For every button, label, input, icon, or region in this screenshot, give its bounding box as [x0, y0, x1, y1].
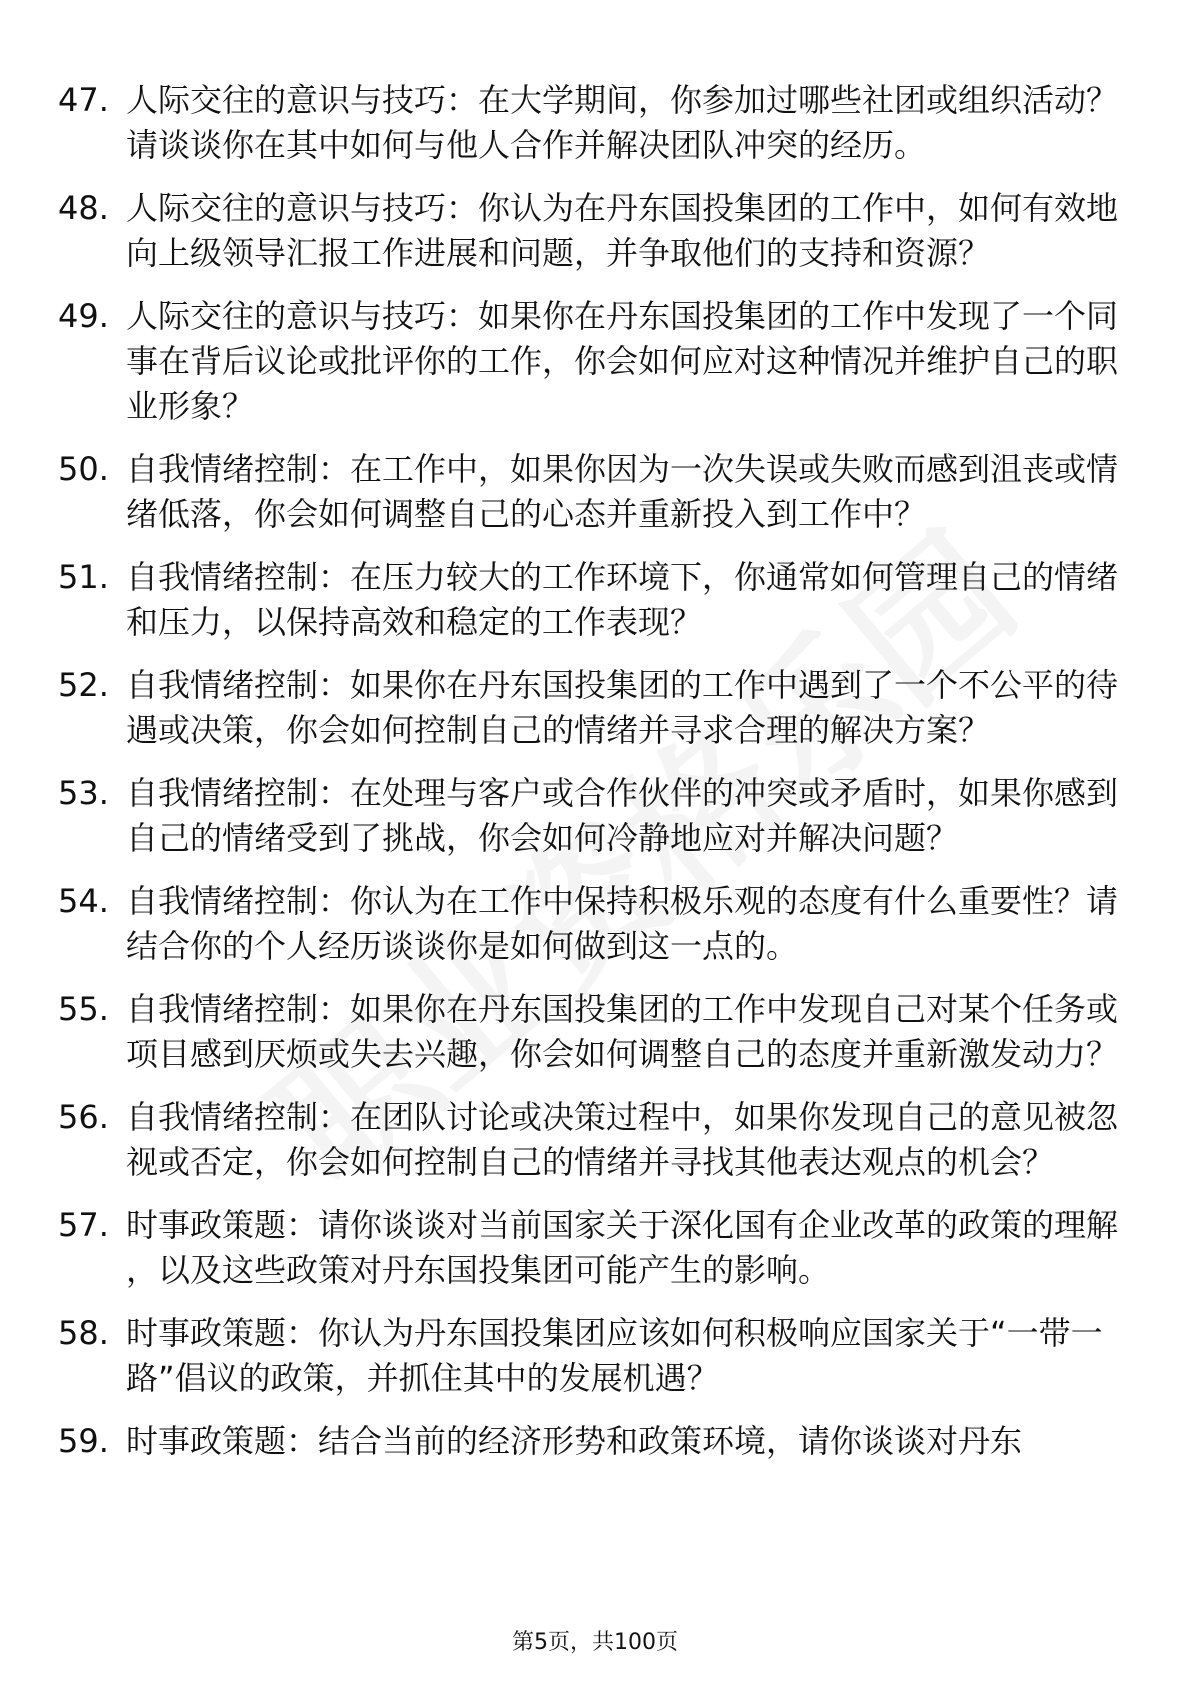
page-number-label: 第5页，共100页: [512, 1630, 678, 1655]
question-text: 自我情绪控制：在团队讨论或决策过程中，如果你发现自己的意见被忽视或否定，你会如何控制自己的情绪并寻找其他表达观点的机会？: [126, 1098, 1119, 1181]
question-number: 57.: [58, 1206, 109, 1244]
question-item: [58, 447, 1118, 537]
question-number: 52.: [58, 666, 109, 704]
question-number: 47.: [58, 81, 109, 119]
question-text: 时事政策题：你认为丹东国投集团应该如何积极响应国家关于“一带一路”倡议的政策，并抓住其中的发展机遇？: [126, 1314, 1103, 1397]
question-item: [58, 1311, 1118, 1401]
question-item: [58, 1095, 1118, 1185]
question-number: 48.: [58, 189, 109, 227]
question-number: 58.: [58, 1314, 109, 1352]
question-number: 49.: [58, 297, 109, 335]
question-item: [58, 1203, 1118, 1293]
question-text: 自我情绪控制：如果你在丹东国投集团的工作中遇到了一个不公平的待遇或决策，你会如何控制自己的情绪并寻求合理的解决方案？: [126, 666, 1119, 749]
question-item: [58, 1419, 1118, 1464]
question-text: 人际交往的意识与技巧：你认为在丹东国投集团的工作中，如何有效地向上级领导汇报工作进展和问题，并争取他们的支持和资源？: [126, 189, 1119, 272]
question-text: 自我情绪控制：在工作中，如果你因为一次失误或失败而感到沮丧或情绪低落，你会如何调整自己的心态并重新投入到工作中？: [126, 450, 1119, 533]
question-text: 自我情绪控制：在处理与客户或合作伙伴的冲突或矛盾时，如果你感到自己的情绪受到了挑战，你会如何冷静地应对并解决问题？: [126, 774, 1119, 857]
question-number: 50.: [58, 450, 109, 488]
question-text: 时事政策题：结合当前的经济形势和政策环境，请你谈谈对丹东: [126, 1422, 1023, 1460]
page-footer: [0, 1628, 1190, 1658]
question-number: 59.: [58, 1422, 109, 1460]
question-item: [58, 771, 1118, 861]
question-number: 53.: [58, 774, 109, 812]
question-item: [58, 294, 1118, 429]
question-item: [58, 555, 1118, 645]
question-item: [58, 663, 1118, 753]
question-item: [58, 78, 1118, 168]
question-text: 自我情绪控制：你认为在工作中保持积极乐观的态度有什么重要性？请结合你的个人经历谈谈你是如何做到这一点的。: [126, 882, 1119, 965]
question-text: 人际交往的意识与技巧：在大学期间，你参加过哪些社团或组织活动？请谈谈你在其中如何与他人合作并解决团队冲突的经历。: [126, 81, 1119, 164]
question-number: 51.: [58, 558, 109, 596]
question-number: 55.: [58, 990, 109, 1028]
question-text: 自我情绪控制：在压力较大的工作环境下，你通常如何管理自己的情绪和压力，以保持高效和稳定的工作表现？: [126, 558, 1119, 641]
question-number: 54.: [58, 882, 109, 920]
question-item: [58, 879, 1118, 969]
question-item: [58, 987, 1118, 1077]
question-text: 人际交往的意识与技巧：如果你在丹东国投集团的工作中发现了一个同事在背后议论或批评你的工作，你会如何应对这种情况并维护自己的职业形象？: [126, 297, 1119, 425]
question-text: 时事政策题：请你谈谈对当前国家关于深化国有企业改革的政策的理解，以及这些政策对丹东国投集团可能产生的影响。: [126, 1206, 1119, 1289]
question-number: 56.: [58, 1098, 109, 1136]
question-list: [58, 78, 1118, 1482]
question-text: 自我情绪控制：如果你在丹东国投集团的工作中发现自己对某个任务或项目感到厌烦或失去兴趣，你会如何调整自己的态度并重新激发动力？: [126, 990, 1119, 1073]
question-item: [58, 186, 1118, 276]
